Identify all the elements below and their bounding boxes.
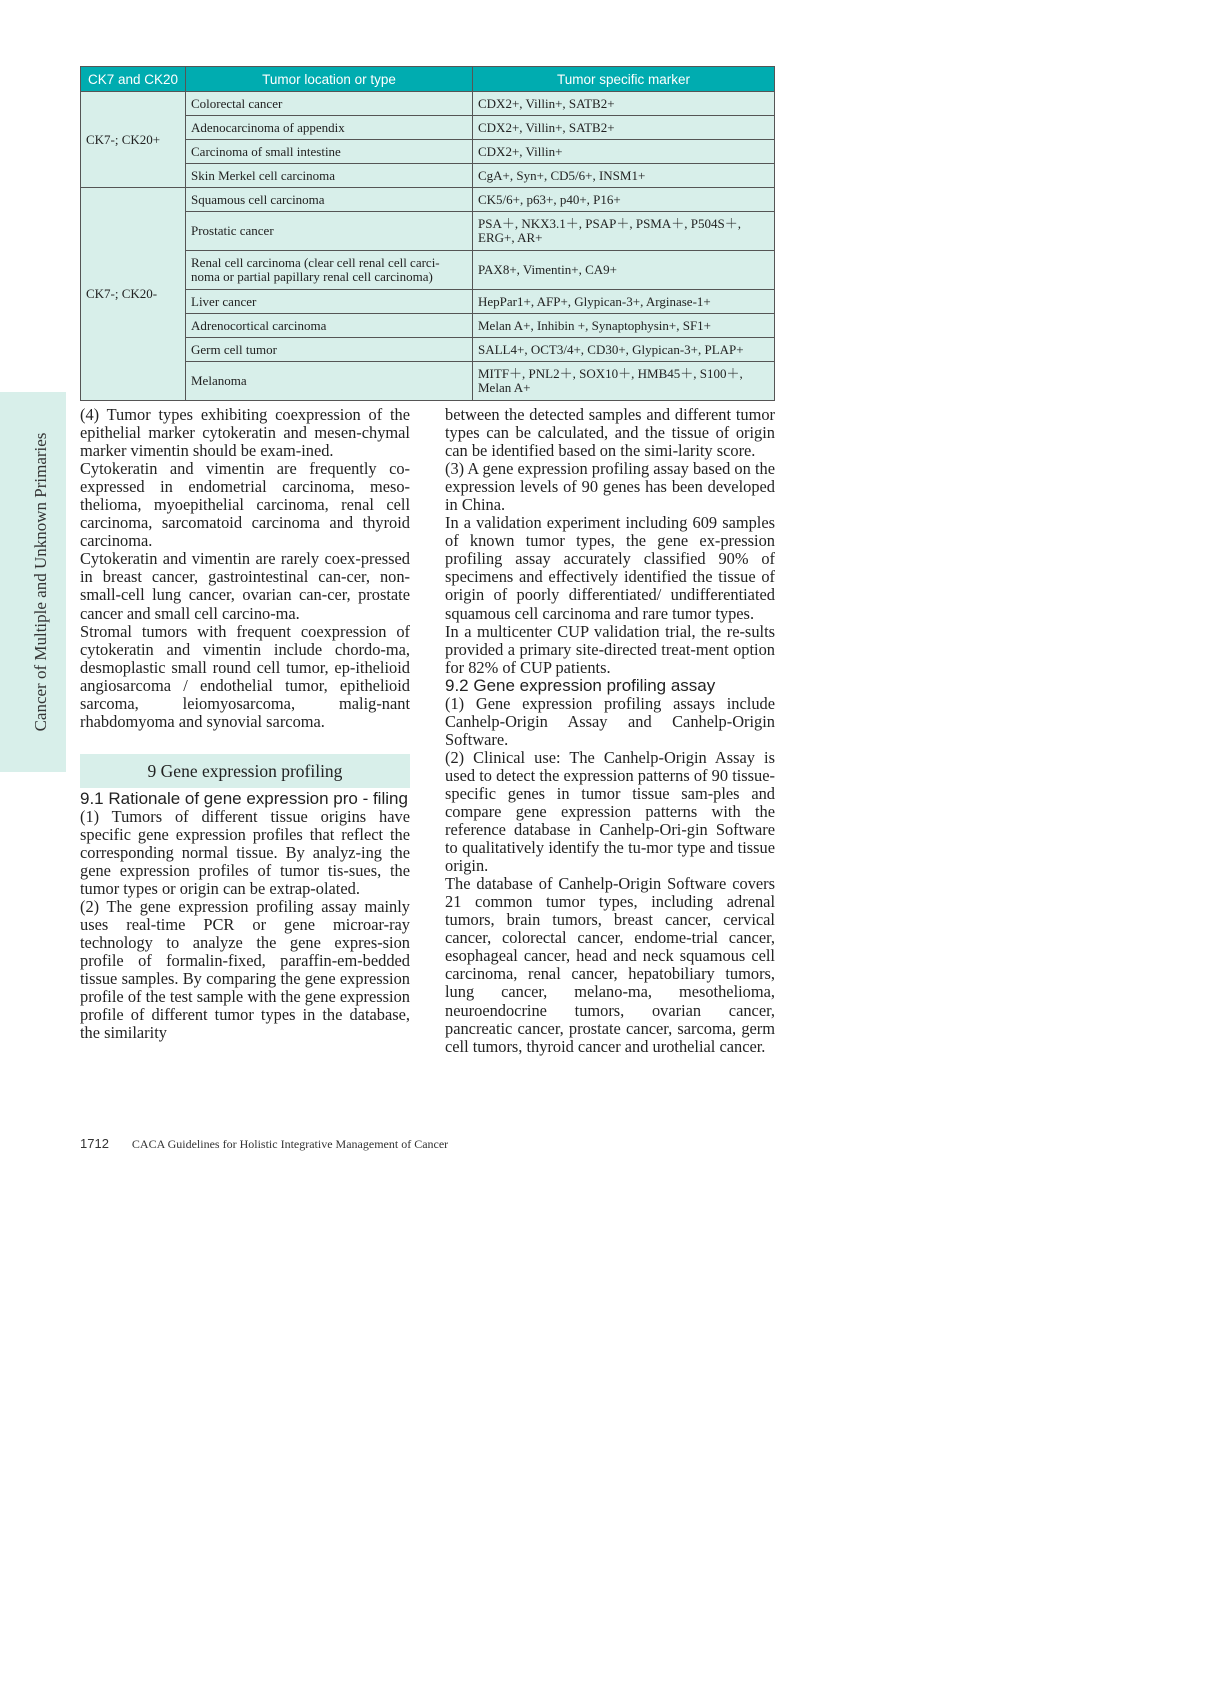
paragraph: between the detected samples and different tumor types can be calculated, and the tissue of origin can be identified based on the simi-larity score. <box>445 405 775 461</box>
page-footer <box>80 1136 448 1152</box>
tumor-type-cell: Melanoma <box>186 362 473 401</box>
tumor-type-cell: Squamous cell carcinoma <box>186 188 473 212</box>
paragraph: The database of Canhelp-Origin Software covers 21 common tumor types, including adrenal tumors, brain tumors, breast cancer, cervical cancer, colorectal cancer, endome-trial cancer, esophageal cancer, head and neck squamous cell carcinoma, renal cancer, hepatobiliary tumors, lung cancer, melano-ma, mesothelioma, neuroendocrine tumors, ovarian cancer, pancreatic cancer, prostate cancer, sarcoma, germ cell tumors, thyroid cancer and urothelial cancer. <box>445 874 775 1056</box>
paragraph: Cytokeratin and vimentin are frequently co-expressed in endometrial carcinoma, meso-thelioma, myoepithelial carcinoma, renal cell carcinoma, sarcomatoid carcinoma and thyroid carcinoma. <box>80 459 410 551</box>
subsection-heading: 9.2 Gene expression profiling assay <box>445 675 716 695</box>
marker-cell: CDX2+, Villin+, SATB2+ <box>473 92 775 116</box>
paragraph: (2) The gene expression profiling assay mainly uses real-time PCR or gene microar-ray technology to analyze the gene expres-sion profile of formalin-fixed, paraffin-em-bedded tissue samples. By comparing the gene expression profile of the test sample with the gene expression profile of different tumor types in the database, the similarity <box>80 897 410 1043</box>
subsection-heading: 9.1 Rationale of gene expression pro - filing <box>80 788 408 808</box>
table-row <box>81 362 775 401</box>
paragraph: In a validation experiment including 609 samples of known tumor types, the gene ex-pression profiling assay accurately classified 90% of specimens and effectively identified the tissue of origin of poorly differentiated/ undifferentiated squamous cell carcinoma and rare tumor types. <box>445 513 775 623</box>
paragraph: (1) Tumors of different tissue origins have specific gene expression profiles that reflect the corresponding normal tissue. By analyz-ing the gene expression profiles of tumor tis-sues, the tumor types or origin can be extrap-olated. <box>80 806 410 899</box>
tumor-type-cell: Adenocarcinoma of appendix <box>186 116 473 140</box>
table-row <box>81 140 775 164</box>
group-label: CK7-; CK20- <box>81 188 186 401</box>
marker-table <box>80 66 775 401</box>
marker-cell: CDX2+, Villin+ <box>473 140 775 164</box>
table-row <box>81 251 775 290</box>
header-ck7-ck20: CK7 and CK20 <box>81 67 186 92</box>
table-row <box>81 92 775 116</box>
tumor-type-cell: Colorectal cancer <box>186 92 473 116</box>
tumor-type-cell: Skin Merkel cell carcinoma <box>186 164 473 188</box>
table-row <box>81 338 775 362</box>
tumor-type-cell: Renal cell carcinoma (clear cell renal cell carci-noma or partial papillary renal cell carcinoma) <box>186 251 473 290</box>
table-row <box>81 164 775 188</box>
header-tumor-location: Tumor location or type <box>186 67 473 92</box>
table-header-row <box>81 67 775 92</box>
table-row <box>81 212 775 251</box>
side-tab-label: Cancer of Multiple and Unknown Primaries <box>31 432 50 732</box>
header-tumor-marker: Tumor specific marker <box>473 67 775 92</box>
paragraph: Cytokeratin and vimentin are rarely coex-pressed in breast cancer, gastrointestinal can-cer, non-small-cell lung cancer, ovarian can-cer, prostate cancer and small cell carcino-ma. <box>80 549 410 623</box>
marker-cell: PAX8+, Vimentin+, CA9+ <box>473 251 775 290</box>
table-row <box>81 116 775 140</box>
paragraph: (3) A gene expression profiling assay based on the expression levels of 90 genes has been developed in China. <box>445 459 775 515</box>
marker-cell: SALL4+, OCT3/4+, CD30+, Glypican-3+, PLAP+ <box>473 338 775 362</box>
table-row <box>81 290 775 314</box>
tumor-type-cell: Carcinoma of small intestine <box>186 140 473 164</box>
marker-cell: MITF＋, PNL2＋, SOX10＋, HMB45＋, S100＋, Melan A+ <box>473 362 775 401</box>
group-label: CK7-; CK20+ <box>81 92 186 188</box>
footer-title: CACA Guidelines for Holistic Integrative Management of Cancer <box>131 1137 449 1151</box>
right-column <box>445 406 775 1056</box>
paragraph: (4) Tumor types exhibiting coexpression of the epithelial marker cytokeratin and mesen-chymal marker vimentin should be exam-ined. <box>80 405 410 461</box>
tumor-type-cell: Germ cell tumor <box>186 338 473 362</box>
marker-cell: HepPar1+, AFP+, Glypican-3+, Arginase-1+ <box>473 290 775 314</box>
tumor-type-cell: Liver cancer <box>186 290 473 314</box>
marker-cell: PSA＋, NKX3.1＋, PSAP＋, PSMA＋, P504S＋, ERG+, AR+ <box>473 212 775 251</box>
marker-cell: Melan A+, Inhibin +, Synaptophysin+, SF1+ <box>473 314 775 338</box>
paragraph: (2) Clinical use: The Canhelp-Origin Assay is used to detect the expression patterns of 90 tissue-specific genes in tumor tissue sam-ples and compare gene expression patterns with the reference database in Canhelp-Ori-gin Software to qualitatively identify the tu-mor type and tissue origin. <box>445 747 775 876</box>
section-heading: 9 Gene expression profiling <box>80 754 410 788</box>
paragraph: (1) Gene expression profiling assays include Canhelp-Origin Assay and Canhelp-Origin Software. <box>445 693 775 749</box>
table-row <box>81 314 775 338</box>
marker-cell: CDX2+, Villin+, SATB2+ <box>473 116 775 140</box>
left-column <box>80 406 410 1042</box>
tumor-type-cell: Prostatic cancer <box>186 212 473 251</box>
marker-cell: CgA+, Syn+, CD5/6+, INSM1+ <box>473 164 775 188</box>
table-row <box>81 188 775 212</box>
marker-cell: CK5/6+, p63+, p40+, P16+ <box>473 188 775 212</box>
page-number: 1712 <box>80 1136 109 1151</box>
tumor-type-cell: Adrenocortical carcinoma <box>186 314 473 338</box>
paragraph: In a multicenter CUP validation trial, the re-sults provided a primary site-directed treat-ment option for 82% of CUP patients. <box>445 621 775 677</box>
paragraph: Stromal tumors with frequent coexpression of cytokeratin and vimentin include chordo-ma, desmoplastic small round cell tumor, ep-ithelioid angiosarcoma / endothelial tumor, epithelioid sarcoma, leiomyosarcoma, malig-nant rhabdomyoma and synovial sarcoma. <box>80 621 410 731</box>
